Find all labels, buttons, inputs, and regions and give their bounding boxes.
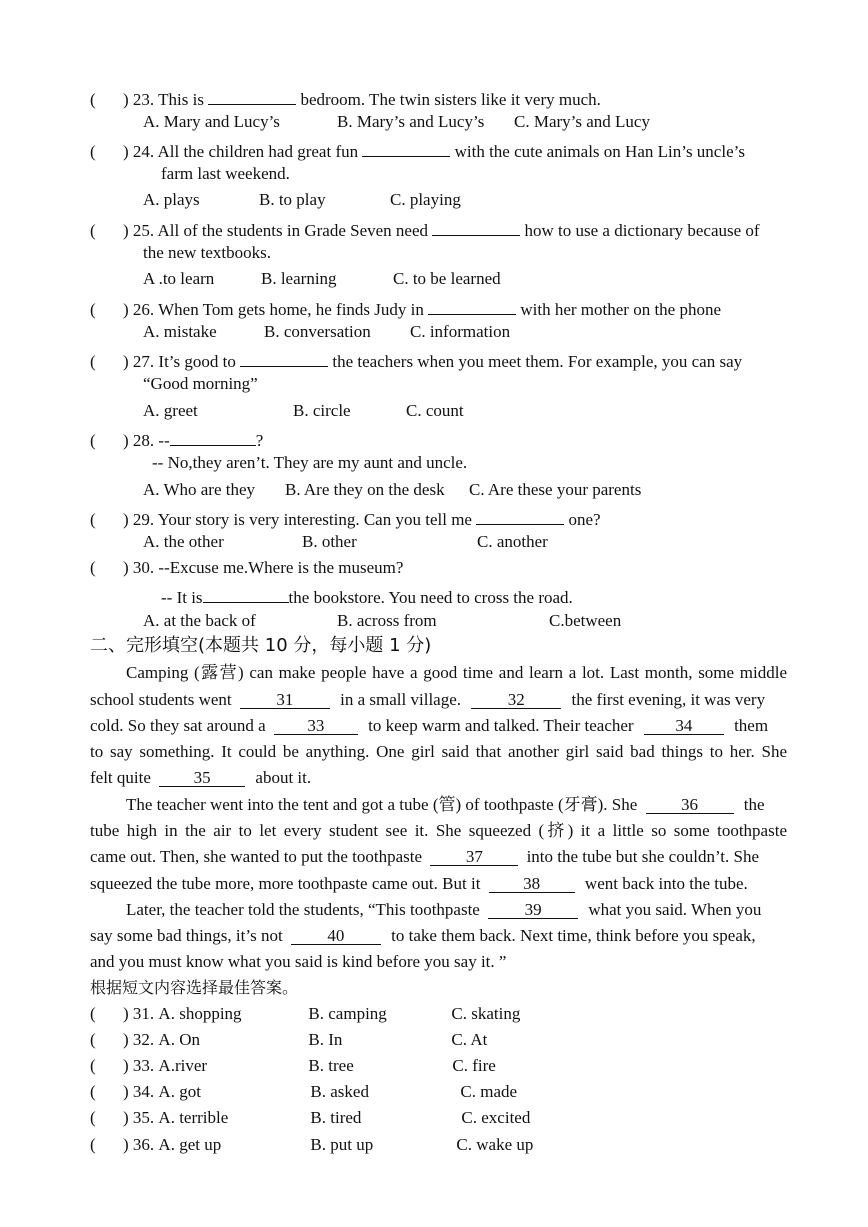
option-c: C. fire — [452, 1056, 496, 1075]
option-b: B. tired — [310, 1108, 362, 1127]
option-b: B. other — [302, 532, 357, 551]
option-c: C. At — [451, 1030, 488, 1049]
cloze-blank-35: 35 — [159, 768, 245, 787]
option-c: C.between — [549, 611, 622, 630]
option-c: C. count — [406, 401, 464, 420]
option-b: B. In — [308, 1030, 343, 1049]
answer-blank — [170, 427, 256, 446]
question-24: ( ) 24. All the children had great fun with the cute animals on Han Lin’s uncle’s — [90, 138, 745, 162]
answer-row: ( ) 35. A. terrible B. tired C. excited — [90, 1108, 531, 1127]
cloze-blank-36: 36 — [646, 795, 734, 814]
option-a: A. greet — [143, 401, 198, 420]
option-a: A. On — [158, 1030, 200, 1049]
answer-blank — [240, 348, 328, 367]
option-a: A. the other — [143, 532, 224, 551]
option-c: C. made — [460, 1082, 518, 1101]
passage-line: felt quite 35 about it. — [90, 768, 312, 787]
question-28-reply: -- No,they aren’t. They are my aunt and uncle. — [152, 453, 468, 472]
question-24-options — [143, 190, 461, 210]
option-b: B. asked — [310, 1082, 369, 1101]
question-29: ( ) 29. Your story is very interesting. Can you tell me one? — [90, 506, 601, 530]
option-b: B. tree — [308, 1056, 354, 1075]
question-30-reply: -- It is the bookstore. You need to cross the road. — [161, 584, 573, 608]
question-27-options — [143, 401, 464, 421]
answer-blank — [476, 506, 564, 525]
answer-blank — [362, 138, 450, 157]
cloze-blank-33: 33 — [274, 716, 358, 735]
option-c: C. excited — [461, 1108, 531, 1127]
answer-row: ( ) 33. A.river B. tree C. fire — [90, 1056, 496, 1075]
option-b: B. conversation — [264, 322, 371, 341]
passage-line: to say something. It could be anything. One girl said that another girl said bad things to her. She — [90, 742, 787, 761]
question-27: ( ) 27. It’s good to the teachers when you meet them. For example, you can say — [90, 348, 742, 372]
answer-blank — [428, 296, 516, 315]
option-a: A.river — [158, 1056, 208, 1075]
answer-blank — [203, 584, 289, 603]
cloze-blank-39: 39 — [488, 900, 578, 919]
option-a: A. at the back of — [143, 611, 256, 630]
question-26: ( ) 26. When Tom gets home, he finds Judy in with her mother on the phone — [90, 296, 721, 320]
passage-line: Later, the teacher told the students, “This toothpaste 39 what you said. When you — [126, 900, 762, 919]
cloze-blank-34: 34 — [644, 716, 724, 735]
passage-line: squeezed the tube more, more toothpaste came out. But it 38 went back into the tube. — [90, 874, 748, 893]
option-c: C. information — [410, 322, 511, 341]
section-heading: 二、完形填空(本题共 10 分，每小题 1 分) — [90, 635, 432, 656]
question-29-options — [143, 532, 548, 552]
question-28: ( ) 28. -- ? — [90, 427, 263, 451]
cloze-blank-31: 31 — [240, 690, 330, 709]
passage-line: school students went 31 in a small village. 32 the first evening, it was very — [90, 690, 766, 709]
option-a: A .to learn — [143, 269, 215, 288]
option-a: A. Who are they — [143, 480, 256, 499]
question-30-options — [143, 611, 621, 631]
option-b: B. learning — [261, 269, 337, 288]
passage-line: tube high in the air to let every student see it. She squeezed (挤) it a little so some toothpaste — [90, 821, 787, 840]
option-a: A. plays — [143, 190, 200, 209]
option-a: A. terrible — [158, 1108, 229, 1127]
option-b: B. put up — [310, 1135, 374, 1154]
option-b: B. circle — [293, 401, 351, 420]
option-b: B. to play — [259, 190, 326, 209]
passage-line: say some bad things, it’s not 40 to take them back. Next time, think before you speak, — [90, 926, 756, 945]
option-b: B. camping — [308, 1004, 387, 1023]
option-a: A. mistake — [143, 322, 217, 341]
cloze-blank-40: 40 — [291, 926, 381, 945]
question-28-options — [143, 480, 641, 500]
option-a: A. Mary and Lucy’s — [143, 112, 280, 131]
question-26-options — [143, 322, 510, 342]
question-27-continued: “Good morning” — [143, 374, 258, 393]
answer-row: ( ) 36. A. get up B. put up C. wake up — [90, 1135, 534, 1154]
answer-row: ( ) 34. A. got B. asked C. made — [90, 1082, 518, 1101]
option-b: B. Mary’s and Lucy’s — [337, 112, 485, 131]
option-c: C. to be learned — [393, 269, 501, 288]
passage-line: came out. Then, she wanted to put the toothpaste 37 into the tube but she couldn’t. She — [90, 847, 760, 866]
passage-line: Camping (露营) can make people have a good time and learn a lot. Last month, some middle — [126, 663, 787, 682]
question-23-options — [143, 112, 650, 132]
question-25-continued: the new textbooks. — [143, 243, 271, 262]
option-c: C. wake up — [456, 1135, 534, 1154]
answer-row: ( ) 32. A. On B. In C. At — [90, 1030, 488, 1049]
cloze-blank-32: 32 — [471, 690, 561, 709]
option-b: B. across from — [337, 611, 437, 630]
answer-row: ( ) 31. A. shopping B. camping C. skating — [90, 1004, 521, 1023]
option-a: A. shopping — [158, 1004, 242, 1023]
cloze-blank-37: 37 — [430, 847, 518, 866]
cloze-blank-38: 38 — [489, 874, 575, 893]
option-c: C. Mary’s and Lucy — [514, 112, 650, 131]
question-25: ( ) 25. All of the students in Grade Seven need how to use a dictionary because of — [90, 217, 760, 241]
passage-line: cold. So they sat around a 33 to keep warm and talked. Their teacher 34 them — [90, 716, 769, 735]
answer-blank — [208, 86, 296, 105]
answer-blank — [432, 217, 520, 236]
option-b: B. Are they on the desk — [285, 480, 445, 499]
option-a: A. get up — [158, 1135, 222, 1154]
instruction: 根据短文内容选择最佳答案。 — [90, 978, 299, 997]
passage-line: The teacher went into the tent and got a tube (管) of toothpaste (牙膏). She 36 the — [126, 795, 765, 814]
option-c: C. skating — [451, 1004, 521, 1023]
question-25-options — [143, 269, 501, 289]
question-23: ( ) 23. This is bedroom. The twin sisters like it very much. — [90, 86, 601, 110]
option-c: C. another — [477, 532, 548, 551]
option-c: C. Are these your parents — [469, 480, 642, 499]
option-c: C. playing — [390, 190, 461, 209]
question-30: ( ) 30. --Excuse me.Where is the museum? — [90, 558, 404, 577]
option-a: A. got — [158, 1082, 201, 1101]
passage-line: and you must know what you said is kind before you say it. ” — [90, 952, 507, 971]
question-24-continued: farm last weekend. — [161, 164, 290, 183]
